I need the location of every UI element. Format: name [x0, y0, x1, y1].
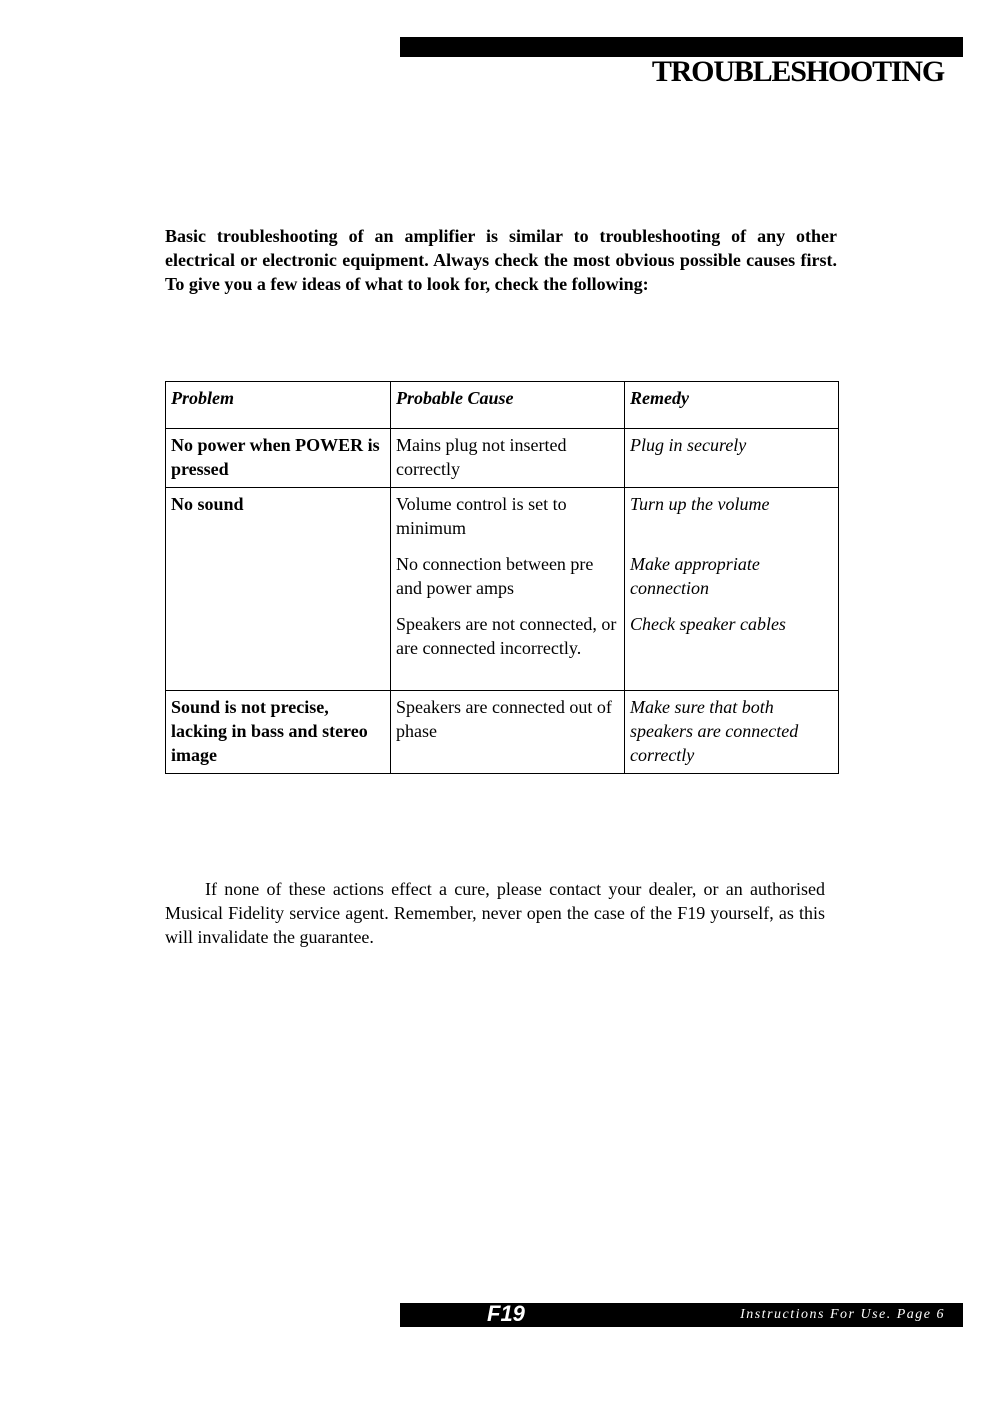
- cause-text: Volume control is set to minimum: [396, 494, 567, 538]
- problem-cell: No sound: [166, 488, 391, 691]
- cause-text: Speakers are connected out of phase: [396, 697, 612, 741]
- remedy-cell: [625, 691, 839, 774]
- remedy-text: Make appropriate connection: [630, 554, 760, 598]
- cause-text: No connection between pre and power amps: [396, 554, 594, 598]
- remedy-cell: [625, 488, 839, 691]
- table-row: [166, 691, 839, 774]
- header-remedy: Remedy: [625, 382, 839, 429]
- problem-cell: No power when POWER is pressed: [166, 429, 391, 488]
- header-bar: [400, 37, 963, 57]
- footer-bar: [400, 1303, 963, 1327]
- model-name: F19: [487, 1301, 525, 1326]
- cause-cell: [391, 691, 625, 774]
- table-row: [166, 488, 839, 691]
- problem-cell: Sound is not precise, lacking in bass and stereo image: [166, 691, 391, 774]
- intro-paragraph: Basic troubleshooting of an amplifier is similar to troubleshooting of any other electrical or electronic equipment. Always check the most obvious possible causes first. To give you a few ideas of what to look for, check the following:: [165, 226, 837, 294]
- cause-text: Mains plug not inserted correctly: [396, 435, 567, 479]
- remedy-cell: [625, 429, 839, 488]
- remedy-text: Plug in securely: [630, 435, 747, 455]
- remedy-text: Turn up the volume: [630, 494, 770, 514]
- table-row: [166, 429, 839, 488]
- troubleshooting-table: [165, 381, 839, 774]
- footer-page-label: Instructions For Use. Page 6: [740, 1307, 945, 1322]
- cause-text: Speakers are not connected, or are connected incorrectly.: [396, 614, 617, 658]
- outro-paragraph: If none of these actions effect a cure, please contact your dealer, or an authorised Musical Fidelity service agent. Remember, never open the case of the F19 yourself, as this will invalidate the guarantee.: [165, 879, 825, 947]
- cause-cell: [391, 429, 625, 488]
- cause-cell: [391, 488, 625, 691]
- header-probable-cause: Probable Cause: [391, 382, 625, 429]
- remedy-text: Check speaker cables: [630, 614, 786, 634]
- page-title: TROUBLESHOOTING: [651, 55, 944, 88]
- remedy-text: Make sure that both speakers are connected correctly: [630, 697, 799, 765]
- header-problem: Problem: [166, 382, 391, 429]
- table-header-row: [166, 382, 839, 429]
